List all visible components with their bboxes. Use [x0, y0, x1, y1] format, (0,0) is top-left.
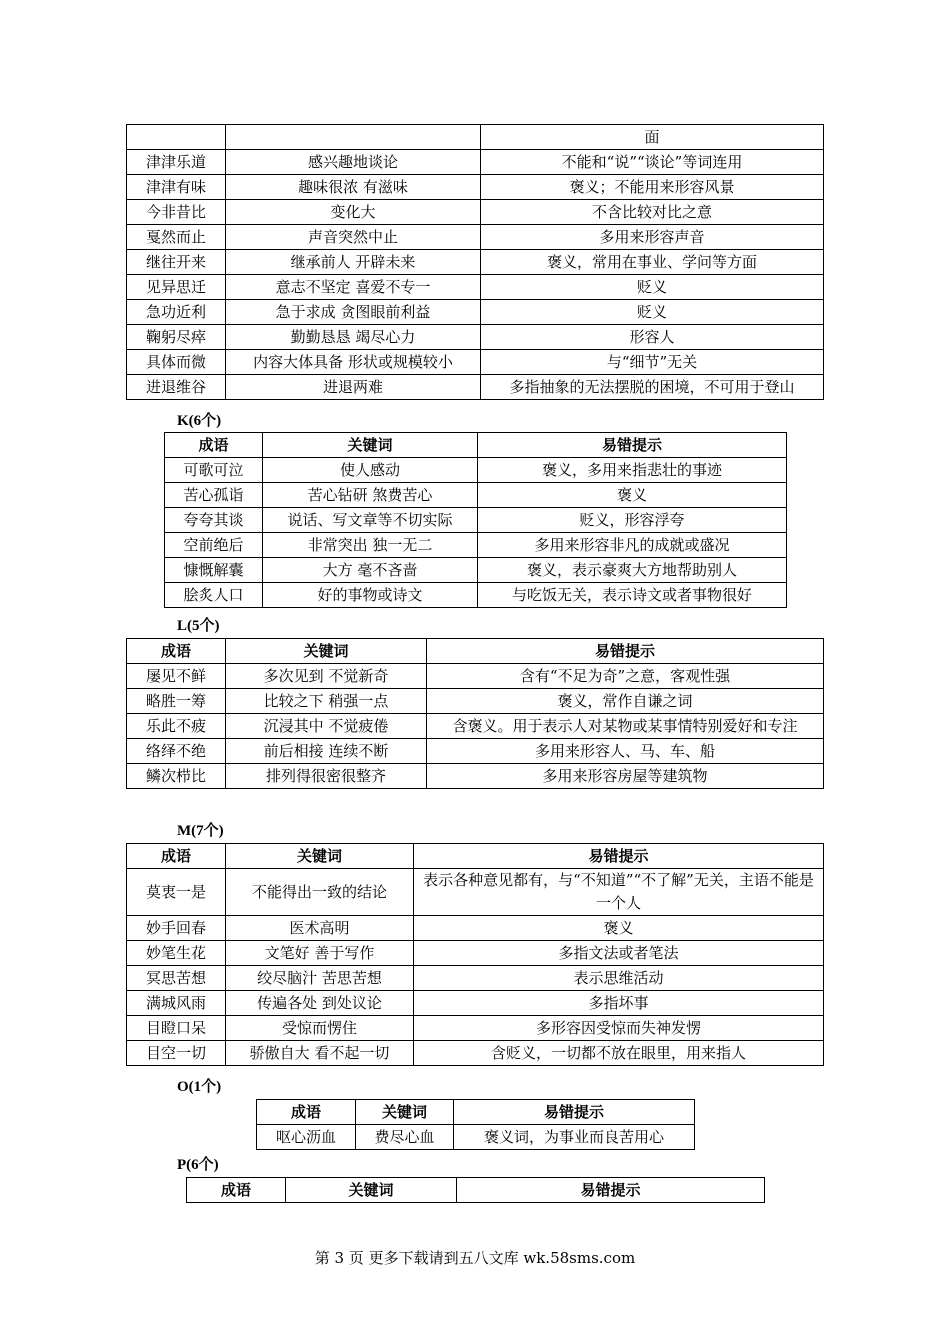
table-row: 鳞次栉比 排列得很密很整齐 多用来形容房屋等建筑物 — [127, 764, 824, 789]
table-row: 妙手回春 医术高明 褒义 — [127, 916, 824, 941]
table-row: 空前绝后 非常突出 独一无二 多用来形容非凡的成就或盛况 — [165, 533, 787, 558]
table-row: 络绎不绝 前后相接 连续不断 多用来形容人、马、车、船 — [127, 739, 824, 764]
table-row: 见异思迁 意志不坚定 喜爱不专一 贬义 — [127, 275, 824, 300]
idiom-table-l — [126, 638, 824, 789]
table-row: 戛然而止 声音突然中止 多用来形容声音 — [127, 225, 824, 250]
table-row: 慷慨解囊 大方 毫不吝啬 褒义，表示豪爽大方地帮助别人 — [165, 558, 787, 583]
table-row: 略胜一筹 比较之下 稍强一点 褒义，常作自谦之词 — [127, 689, 824, 714]
table-row: 乐此不疲 沉浸其中 不觉疲倦 含褒义。用于表示人对某物或某事情特别爱好和专注 — [127, 714, 824, 739]
table-header-row: 成语 关键词 易错提示 — [257, 1100, 695, 1125]
table-header-row: 成语 关键词 易错提示 — [127, 639, 824, 664]
table-row — [127, 125, 824, 150]
idiom-table-j — [126, 124, 824, 400]
table-row: 苦心孤诣 苦心钻研 煞费苦心 褒义 — [165, 483, 787, 508]
table-row: 夸夸其谈 说话、写文章等不切实际 贬义，形容浮夸 — [165, 508, 787, 533]
section-title-l: L(5个) — [177, 618, 220, 634]
table-row: 急功近利 急于求成 贪图眼前利益 贬义 — [127, 300, 824, 325]
table-row: 满城风雨 传遍各处 到处议论 多指坏事 — [127, 991, 824, 1016]
table-row: 屡见不鲜 多次见到 不觉新奇 含有“不足为奇”之意，客观性强 — [127, 664, 824, 689]
table-row: 今非昔比 变化大 不含比较对比之意 — [127, 200, 824, 225]
table-header-row: 成语 关键词 易错提示 — [127, 844, 824, 869]
table-row: 目瞪口呆 受惊而愣住 多形容因受惊而失神发愣 — [127, 1016, 824, 1041]
table-row: 呕心沥血 费尽心血 褒义词，为事业而良苦用心 — [257, 1125, 695, 1150]
table-row: 莫衷一是 不能得出一致的结论 表示各种意见都有，与“不知道”“不了解”无关，主语不能是一个人 — [127, 869, 824, 916]
table-row: 继往开来 继承前人 开辟未来 褒义，常用在事业、学问等方面 — [127, 250, 824, 275]
idiom-table-o — [256, 1099, 695, 1150]
table-cell: 面 — [481, 125, 824, 150]
table-row: 进退维谷 进退两难 多指抽象的无法摆脱的困境，不可用于登山 — [127, 375, 824, 400]
idiom-table-m — [126, 843, 824, 1066]
table-row: 津津乐道 感兴趣地谈论 不能和“说”“谈论”等词连用 — [127, 150, 824, 175]
table-row: 具体而微 内容大体具备 形状或规模较小 与“细节”无关 — [127, 350, 824, 375]
page-footer: 第 3 页 更多下载请到五八文库 wk.58sms.com — [314, 1249, 636, 1267]
table-header-row: 成语 关键词 易错提示 — [187, 1178, 765, 1203]
table-row: 津津有味 趣味很浓 有滋味 褒义；不能用来形容风景 — [127, 175, 824, 200]
table-row: 可歌可泣 使人感动 褒义，多用来指悲壮的事迹 — [165, 458, 787, 483]
idiom-table-p — [186, 1177, 765, 1203]
table-header-row: 成语 关键词 易错提示 — [165, 433, 787, 458]
table-row: 目空一切 骄傲自大 看不起一切 含贬义，一切都不放在眼里，用来指人 — [127, 1041, 824, 1066]
idiom-table-k — [164, 432, 787, 608]
table-row: 脍炙人口 好的事物或诗文 与吃饭无关，表示诗文或者事物很好 — [165, 583, 787, 608]
table-row: 鞠躬尽瘁 勤勤恳恳 竭尽心力 形容人 — [127, 325, 824, 350]
section-title-k: K(6个) — [177, 413, 222, 429]
section-title-p: P(6个) — [177, 1157, 219, 1173]
section-title-o: O(1个) — [177, 1079, 222, 1095]
section-title-m: M(7个) — [177, 823, 224, 839]
table-row: 妙笔生花 文笔好 善于写作 多指文法或者笔法 — [127, 941, 824, 966]
table-row: 冥思苦想 绞尽脑汁 苦思苦想 表示思维活动 — [127, 966, 824, 991]
